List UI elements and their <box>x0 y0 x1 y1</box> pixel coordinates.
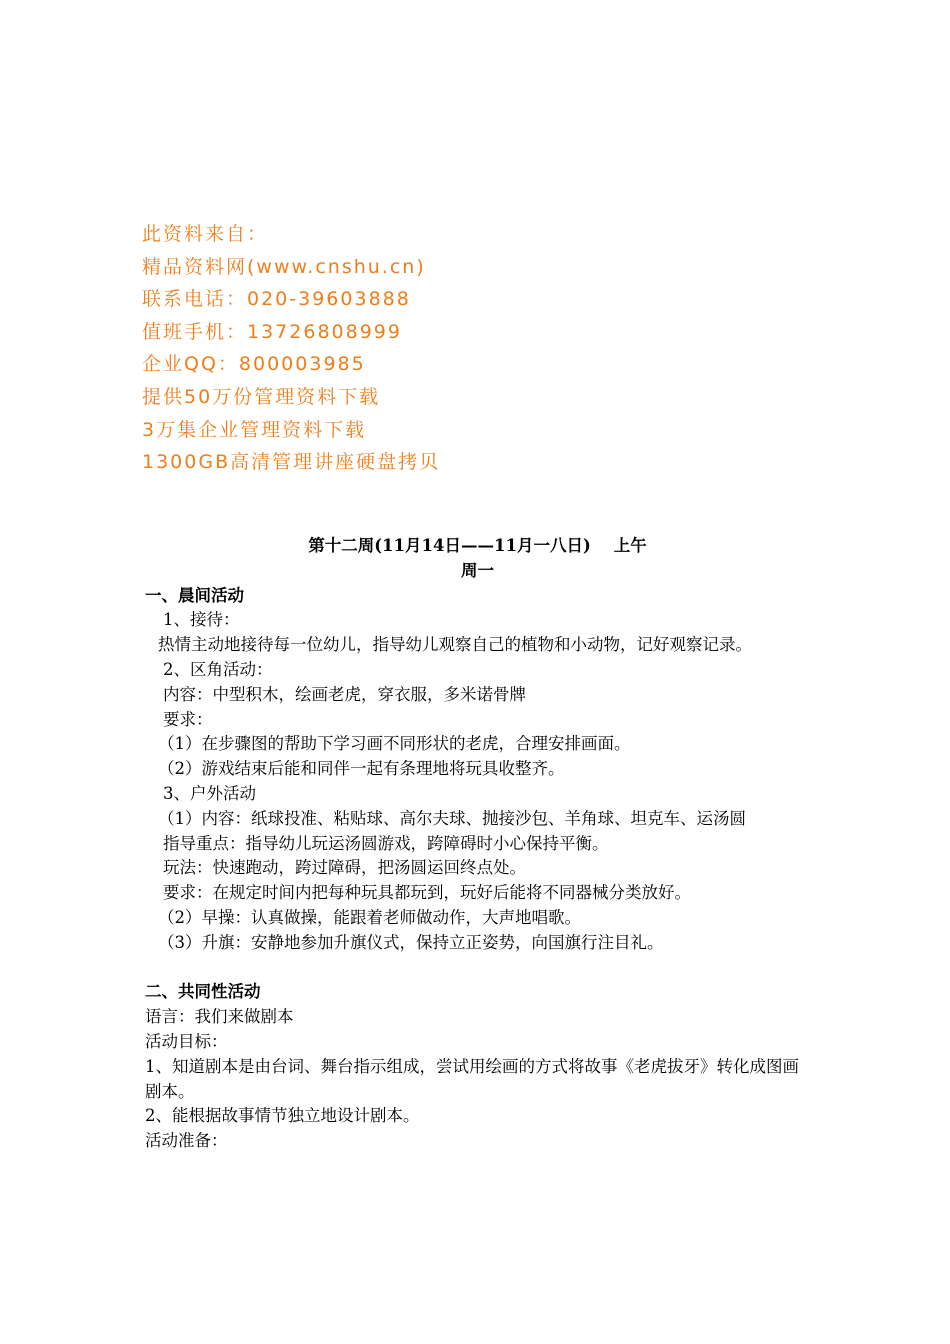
activity-subject: 语言：我们来做剧本 <box>145 1007 294 1027</box>
source-line-website: 精品资料网(www.cnshu.cn) <box>142 255 426 278</box>
source-info-block <box>142 218 842 479</box>
source-line-offer-1: 提供50万份管理资料下载 <box>142 385 381 408</box>
source-line-offer-3: 1300GB高清管理讲座硬盘拷贝 <box>142 451 441 474</box>
document-body <box>145 534 810 1154</box>
source-line-from: 此资料来自： <box>142 223 269 245</box>
outdoor-activity-content: （1）内容：纸球投准、粘贴球、高尔夫球、抛接沙包、羊角球、坦克车、运汤圆 <box>158 808 746 828</box>
corner-activity-content: 内容：中型积木，绘画老虎，穿衣服，多米诺骨牌 <box>163 684 526 704</box>
activity-prep-label: 活动准备： <box>145 1131 228 1151</box>
outdoor-activity-focus: 指导重点：指导幼儿玩运汤圆游戏，跨障碍时小心保持平衡。 <box>163 833 609 853</box>
reception-label: 1、接待： <box>163 610 240 630</box>
morning-exercise: （2）早操：认真做操，能跟着老师做动作，大声地唱歌。 <box>158 907 581 927</box>
source-line-offer-2: 3万集企业管理资料下载 <box>142 418 367 441</box>
spacer <box>145 956 810 981</box>
corner-activity-requirement-1: （1）在步骤图的帮助下学习画不同形状的老虎，合理安排画面。 <box>158 734 631 754</box>
source-line-mobile: 值班手机：13726808999 <box>142 320 402 343</box>
document-day: 周一 <box>461 560 494 580</box>
corner-activity-requirement-2: （2）游戏结束后能和同伴一起有条理地将玩具收整齐。 <box>158 759 565 779</box>
outdoor-activity-label: 3、户外活动 <box>163 783 256 803</box>
corner-activity-requirements-label: 要求： <box>163 709 213 729</box>
section-2-heading: 二、共同性活动 <box>145 982 261 1002</box>
document-title: 第十二周(11月14日——11月一八日) 上午 <box>308 536 647 555</box>
flag-raising: （3）升旗：安静地参加升旗仪式，保持立正姿势，向国旗行注目礼。 <box>158 932 664 952</box>
activity-goals-label: 活动目标： <box>145 1031 228 1051</box>
corner-activity-label: 2、区角活动： <box>163 659 273 679</box>
outdoor-activity-requirements: 要求：在规定时间内把每种玩具都玩到，玩好后能将不同器械分类放好。 <box>163 883 691 903</box>
source-line-phone: 联系电话：020-39603888 <box>142 288 411 311</box>
reception-text: 热情主动地接待每一位幼儿，指导幼儿观察自己的植物和小动物，记好观察记录。 <box>158 635 752 655</box>
section-1-heading: 一、晨间活动 <box>145 585 244 605</box>
source-line-qq: 企业QQ：800003985 <box>142 353 366 376</box>
activity-goal-1: 1、知道剧本是由台词、舞台指示组成，尝试用绘画的方式将故事《老虎拔牙》转化成图画剧本。 <box>145 1056 799 1101</box>
activity-goal-2: 2、能根据故事情节独立地设计剧本。 <box>145 1106 420 1126</box>
outdoor-activity-play: 玩法：快速跑动，跨过障碍，把汤圆运回终点处。 <box>163 858 526 878</box>
